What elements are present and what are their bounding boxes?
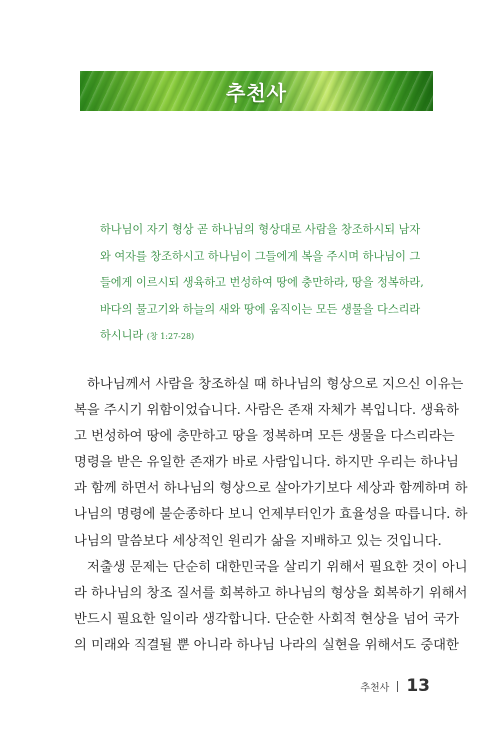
verse-line: 하나님이 자기 형상 곧 하나님의 형상대로 사람을 창조하시되 남자	[100, 223, 421, 236]
running-header-label: 추천사	[360, 682, 390, 694]
body-line: 나님의 명령에 불순종하다 보니 언제부터인가 효율성을 따릅니다. 하	[74, 507, 468, 523]
verse-line: 들에게 이르시되 생육하고 번성하여 땅에 충만하라, 땅을 정복하라,	[100, 276, 424, 289]
body-line: 고 번성하여 땅에 충만하고 땅을 정복하며 모든 생물을 다스리라는	[74, 429, 455, 445]
verse-line: 하시니라	[100, 329, 144, 342]
page-footer	[360, 676, 430, 696]
body-line: 의 미래와 직결될 뿐 아니라 하나님 나라의 실현을 위해서도 중대한	[74, 637, 459, 653]
section-banner	[80, 71, 433, 111]
body-line: 반드시 필요한 일이라 생각합니다. 단순한 사회적 현상을 넘어 국가	[74, 611, 459, 627]
body-line: 명령을 받은 유일한 존재가 바로 사람입니다. 하지만 우리는 하나님	[74, 455, 459, 471]
section-title: 추천사	[226, 80, 287, 105]
body-line: 복을 주시기 위함이었습니다. 사람은 존재 자체가 복입니다. 생육하	[74, 403, 459, 419]
body-line: 과 함께 하면서 하나님의 형상으로 살아가기보다 세상과 함께하며 하	[74, 481, 468, 497]
scripture-quote	[100, 217, 424, 351]
body-line: 라 하나님의 창조 질서를 회복하고 하나님의 형상을 회복하기 위해서	[74, 585, 468, 601]
verse-reference: (창 1:27-28)	[146, 332, 195, 341]
verse-line: 와 여자를 창조하시고 하나님이 그들에게 복을 주시며 하나님이 그	[100, 249, 421, 263]
verse-line: 바다의 물고기와 하늘의 새와 땅에 움직이는 모든 생물을 다스리라	[100, 302, 421, 316]
page-number: 13	[406, 676, 430, 696]
body-paragraphs	[74, 372, 468, 659]
body-line: 하나님께서 사람을 창조하실 때 하나님의 형상으로 지으신 이유는	[87, 377, 464, 392]
body-line: 나님의 말씀보다 세상적인 원리가 삶을 지배하고 있는 것입니다.	[74, 533, 442, 549]
verse-line-last	[100, 323, 420, 351]
footer-divider	[397, 681, 398, 692]
body-line: 저출생 문제는 단순히 대한민국을 살리기 위해서 필요한 것이 아니	[87, 559, 468, 575]
